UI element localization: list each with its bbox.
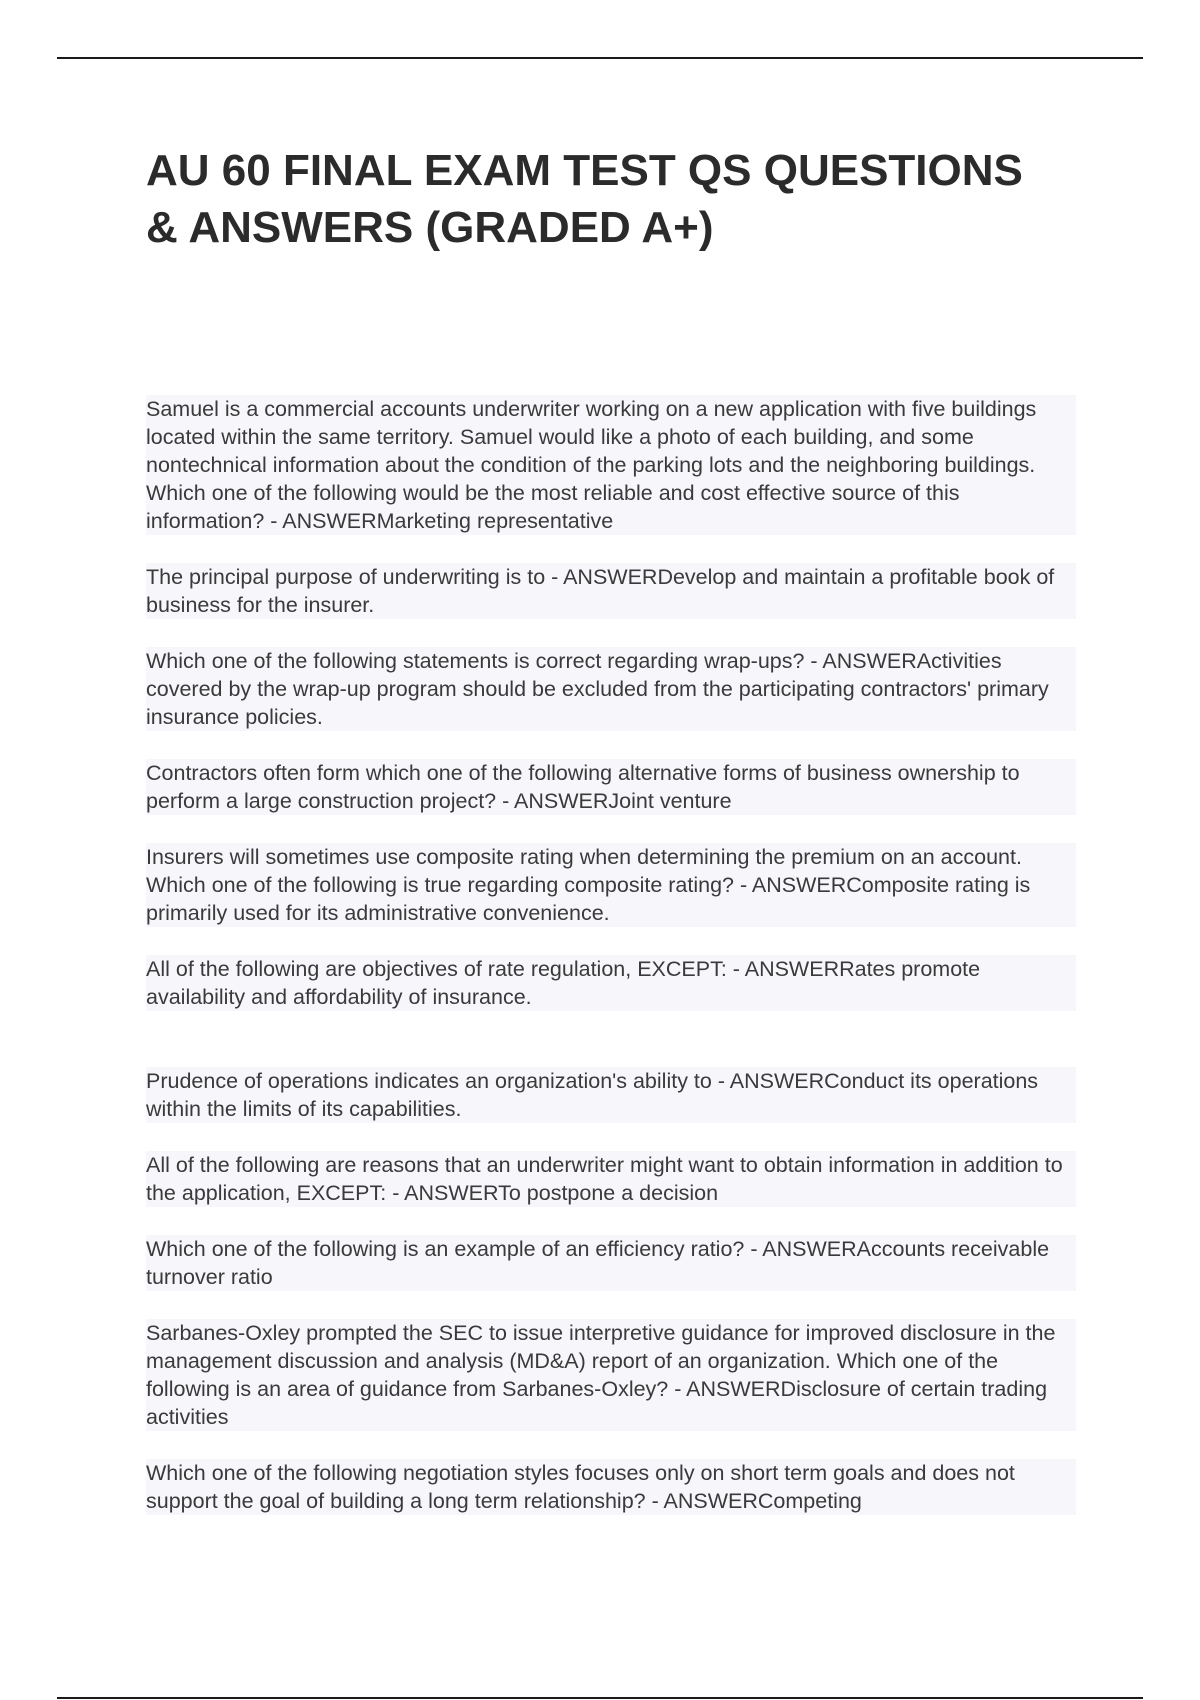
- qa-item: Samuel is a commercial accounts underwriter working on a new application with five buildings located within the same territory. Samuel would like a photo of each building, and some nontechnical information about the condition of the parking lots and the neighboring buildings. Which one of the following would be the most reliable and cost effective source of this information? - ANSWERMarketing representative: [146, 395, 1076, 535]
- qa-item: Which one of the following negotiation styles focuses only on short term goals and does not support the goal of building a long term relationship? - ANSWERCompeting: [146, 1459, 1076, 1515]
- qa-item: All of the following are objectives of rate regulation, EXCEPT: - ANSWERRates promote availability and affordability of insurance.: [146, 955, 1076, 1011]
- qa-item: Which one of the following is an example of an efficiency ratio? - ANSWERAccounts receivable turnover ratio: [146, 1235, 1076, 1291]
- qa-item: Insurers will sometimes use composite rating when determining the premium on an account. Which one of the following is true regarding composite rating? - ANSWERComposite rating is primarily used for its administrative convenience.: [146, 843, 1076, 927]
- qa-item: Prudence of operations indicates an organization's ability to - ANSWERConduct its operations within the limits of its capabilities.: [146, 1067, 1076, 1123]
- bottom-divider: [57, 1697, 1143, 1699]
- qa-item: Which one of the following statements is correct regarding wrap-ups? - ANSWERActivities covered by the wrap-up program should be excluded from the participating contractors' primary insurance policies.: [146, 647, 1076, 731]
- qa-item: Sarbanes-Oxley prompted the SEC to issue interpretive guidance for improved disclosure in the management discussion and analysis (MD&A) report of an organization. Which one of the following is an area of guidance from Sarbanes-Oxley? - ANSWERDisclosure of certain trading activities: [146, 1319, 1076, 1431]
- qa-list: [146, 395, 1076, 1515]
- document-title: AU 60 FINAL EXAM TEST QS QUESTIONS & ANSWERS (GRADED A+): [146, 146, 1023, 252]
- qa-item: Contractors often form which one of the following alternative forms of business ownership to perform a large construction project? - ANSWERJoint venture: [146, 759, 1076, 815]
- qa-item: All of the following are reasons that an underwriter might want to obtain information in addition to the application, EXCEPT: - ANSWERTo postpone a decision: [146, 1151, 1076, 1207]
- top-divider: [57, 57, 1143, 59]
- qa-item: The principal purpose of underwriting is to - ANSWERDevelop and maintain a profitable book of business for the insurer.: [146, 563, 1076, 619]
